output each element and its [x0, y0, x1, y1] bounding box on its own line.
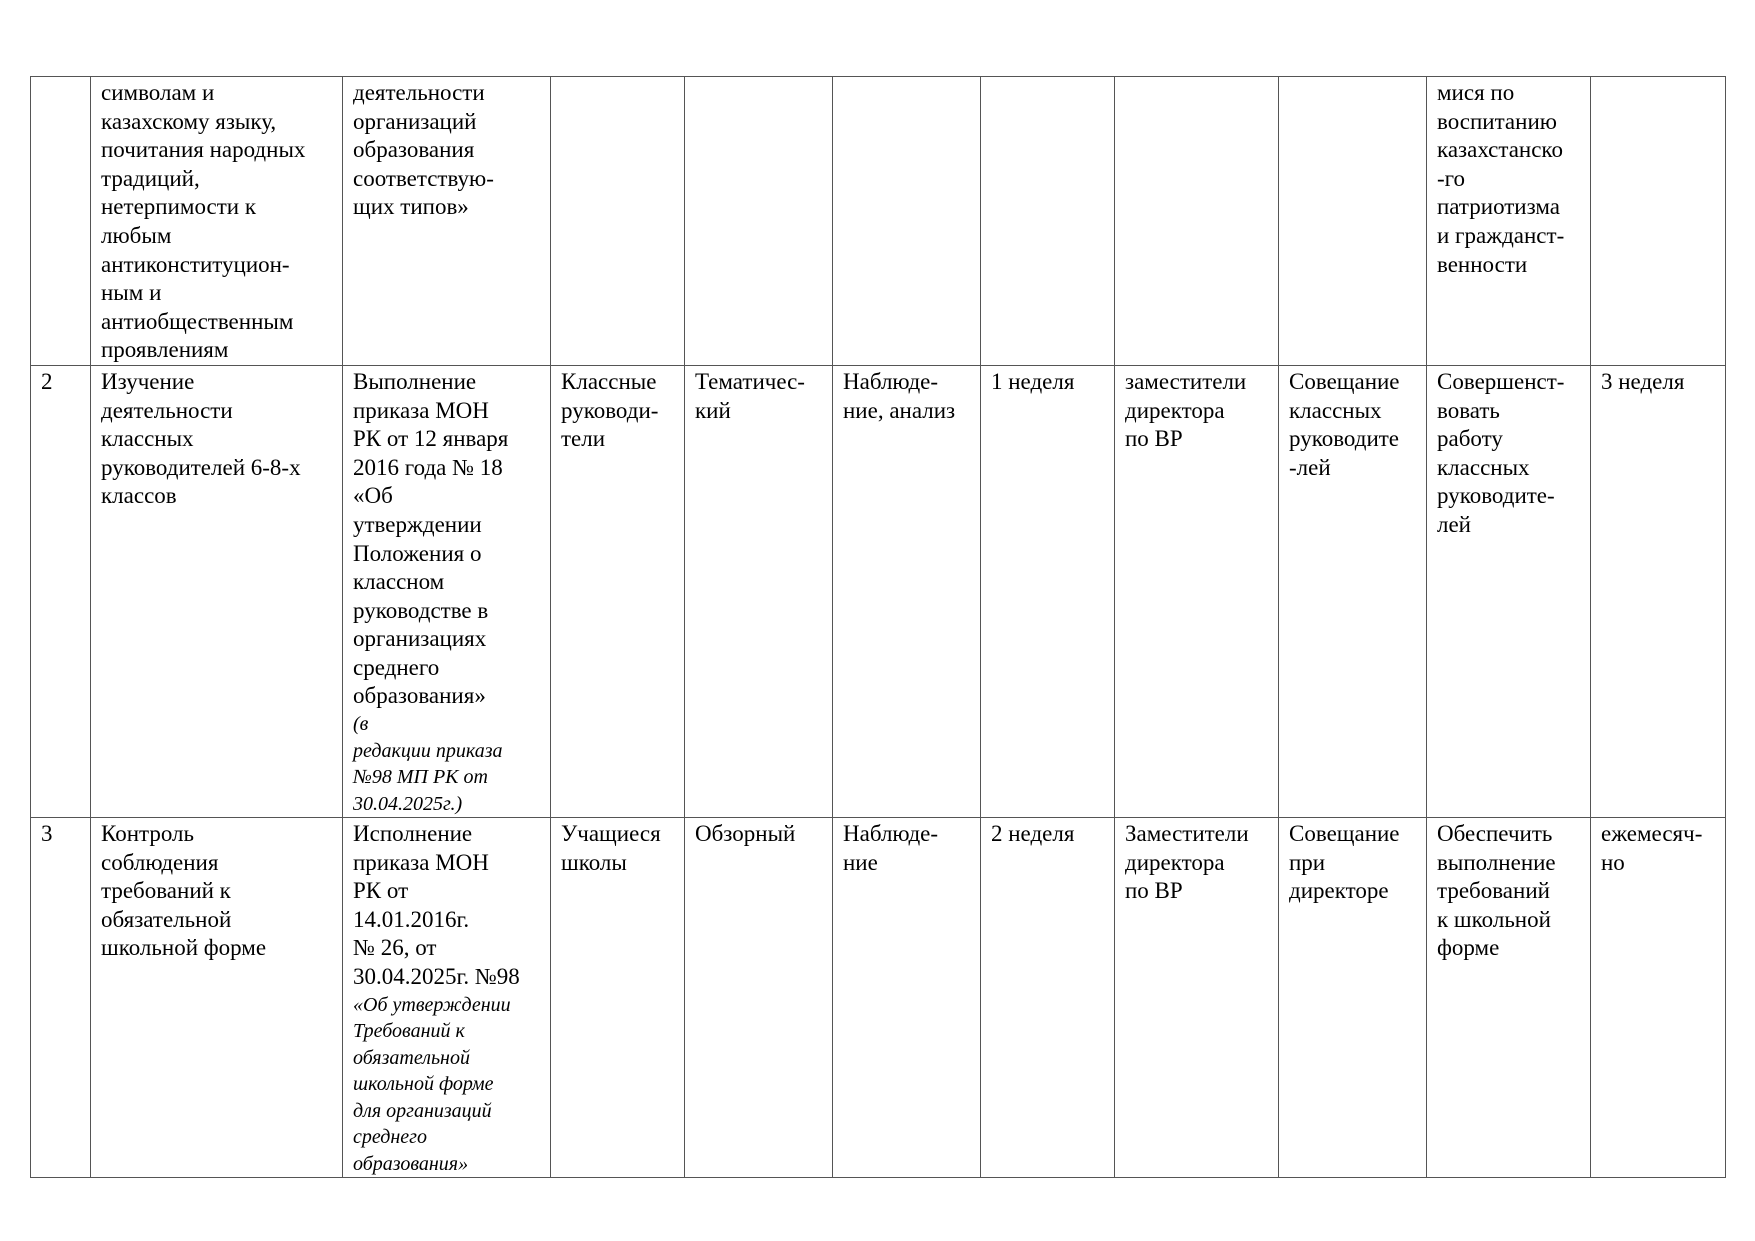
cell-control-type	[685, 818, 833, 1178]
cell-line: по ВР	[1125, 426, 1183, 452]
cell-line: Контроль	[101, 821, 194, 847]
cell-line: утверждении	[353, 511, 482, 537]
cell-line: классных	[1437, 454, 1530, 480]
cell-italic-line: обязательной	[353, 1046, 470, 1069]
cell-line: почитания народных	[101, 137, 306, 163]
cell-italic-line: Требований к	[353, 1020, 465, 1043]
plan-table	[30, 76, 1726, 1178]
cell-period	[981, 77, 1115, 366]
cell-line: Тематичес-	[695, 368, 805, 394]
cell-italic-line: №98 МП РК от	[353, 766, 488, 789]
table-row	[31, 818, 1726, 1178]
cell-line: тели	[561, 426, 606, 452]
cell-italic-line: «Об утверждении	[353, 993, 511, 1016]
cell-line: обязательной	[101, 906, 232, 932]
cell-method	[833, 365, 981, 817]
cell-decision	[1427, 77, 1591, 366]
cell-line: Изучение	[101, 368, 195, 394]
cell-line: руководите-	[1437, 483, 1555, 509]
cell-control-type	[685, 77, 833, 366]
cell-object	[551, 77, 685, 366]
cell-topic	[91, 818, 343, 1178]
cell-line: работу	[1437, 426, 1503, 452]
cell-line: -лей	[1289, 454, 1331, 480]
cell-line: деятельности	[101, 397, 233, 423]
cell-line: казахстанско	[1437, 137, 1563, 163]
cell-line: Совершенст-	[1437, 368, 1565, 394]
cell-line: школьной форме	[101, 935, 267, 961]
cell-line: требований	[1437, 878, 1550, 904]
table-row	[31, 77, 1726, 366]
cell-line: классных	[101, 426, 194, 452]
cell-line: нетерпимости к	[101, 194, 257, 220]
cell-line: при	[1289, 849, 1326, 875]
cell-line: деятельности	[353, 80, 485, 105]
cell-line: № 26, от	[353, 935, 437, 961]
cell-line: директора	[1125, 849, 1225, 875]
table-body	[31, 77, 1726, 1178]
cell-topic	[91, 77, 343, 366]
cell-decision	[1427, 818, 1591, 1178]
cell-number: 2	[31, 365, 91, 817]
cell-number	[31, 77, 91, 366]
cell-line: по ВР	[1125, 878, 1183, 904]
cell-line: ние, анализ	[843, 397, 956, 423]
cell-line: венности	[1437, 251, 1528, 277]
cell-italic-line: среднего	[353, 1126, 427, 1149]
cell-line: антиконституцион-	[101, 251, 290, 277]
cell-review-place	[1279, 818, 1427, 1178]
cell-line: организациях	[353, 626, 487, 652]
cell-line: Наблюде-	[843, 368, 939, 394]
cell-responsible	[1115, 77, 1279, 366]
cell-line: воспитанию	[1437, 108, 1557, 134]
cell-line: символам и	[101, 80, 215, 105]
cell-line: проявлениям	[101, 337, 229, 363]
table-row	[31, 365, 1726, 817]
cell-control-period	[1591, 365, 1726, 817]
cell-line: заместители	[1125, 368, 1247, 394]
cell-italic-line: школьной форме	[353, 1073, 494, 1096]
cell-line: к школьной	[1437, 906, 1551, 932]
cell-line: классных	[1289, 397, 1382, 423]
cell-line: соответствую-	[353, 165, 494, 191]
cell-control-period	[1591, 818, 1726, 1178]
cell-review-place	[1279, 365, 1427, 817]
cell-basis	[343, 818, 551, 1178]
cell-line: «Об	[353, 483, 393, 509]
cell-line: Обзорный	[695, 821, 796, 847]
cell-line: директора	[1125, 397, 1225, 423]
cell-line: щих типов»	[353, 194, 469, 220]
cell-italic-line: (в	[353, 713, 369, 736]
cell-line: антиобщественным	[101, 308, 294, 334]
cell-object	[551, 365, 685, 817]
cell-line: РК от	[353, 878, 409, 904]
cell-control-period	[1591, 77, 1726, 366]
cell-period	[981, 818, 1115, 1178]
cell-italic-line: редакции приказа	[353, 739, 503, 762]
cell-line: 14.01.2016г.	[353, 906, 470, 932]
cell-line: Учащиеся	[561, 821, 661, 847]
cell-line: выполнение	[1437, 849, 1556, 875]
cell-line: классов	[101, 483, 177, 509]
cell-method	[833, 818, 981, 1178]
cell-line: руководите	[1289, 426, 1400, 452]
cell-line: школы	[561, 849, 627, 875]
cell-line: Положения о	[353, 540, 482, 566]
cell-line: кий	[695, 397, 731, 423]
cell-decision	[1427, 365, 1591, 817]
cell-line: требований к	[101, 878, 231, 904]
cell-responsible	[1115, 818, 1279, 1178]
cell-line: Классные	[561, 368, 657, 394]
cell-line: вовать	[1437, 397, 1500, 423]
cell-line: приказа МОН	[353, 849, 489, 875]
cell-number: 3	[31, 818, 91, 1178]
cell-line: 1 неделя	[991, 368, 1075, 394]
cell-line: руководителей 6-8-х	[101, 454, 301, 480]
cell-review-place	[1279, 77, 1427, 366]
cell-line: Наблюде-	[843, 821, 939, 847]
cell-line: Исполнение	[353, 821, 473, 847]
cell-italic-line: 30.04.2025г.)	[353, 792, 463, 815]
cell-line: приказа МОН	[353, 397, 489, 423]
cell-line: -го	[1437, 165, 1466, 191]
cell-line: 30.04.2025г. №98	[353, 964, 520, 990]
cell-line: казахскому языку,	[101, 108, 277, 134]
cell-line: РК от 12 января	[353, 426, 509, 452]
cell-line: руководстве в	[353, 597, 489, 623]
cell-method	[833, 77, 981, 366]
cell-basis	[343, 365, 551, 817]
cell-line: классном	[353, 569, 445, 595]
cell-line: любым	[101, 222, 172, 248]
cell-line: 2016 года № 18	[353, 454, 503, 480]
cell-italic-line: образования»	[353, 1152, 469, 1175]
cell-line: Обеспечить	[1437, 821, 1553, 847]
cell-basis	[343, 77, 551, 366]
cell-responsible	[1115, 365, 1279, 817]
cell-line: образования»	[353, 683, 486, 709]
cell-line: традиций,	[101, 165, 200, 191]
cell-line: ным и	[101, 280, 162, 306]
cell-line: патриотизма	[1437, 194, 1560, 220]
cell-line: соблюдения	[101, 849, 219, 875]
cell-line: но	[1601, 849, 1625, 875]
cell-period	[981, 365, 1115, 817]
cell-object	[551, 818, 685, 1178]
cell-line: Совещание	[1289, 368, 1400, 394]
cell-line: среднего	[353, 654, 440, 680]
cell-line: Совещание	[1289, 821, 1400, 847]
cell-line: 2 неделя	[991, 821, 1075, 847]
cell-line: Заместители	[1125, 821, 1249, 847]
cell-control-type	[685, 365, 833, 817]
cell-line: ежемесяч-	[1601, 821, 1703, 847]
cell-line: Выполнение	[353, 368, 477, 394]
cell-line: и гражданст-	[1437, 222, 1565, 248]
cell-line: образования	[353, 137, 475, 163]
cell-line: лей	[1437, 511, 1471, 537]
cell-line: форме	[1437, 935, 1500, 961]
cell-italic-line: для организаций	[353, 1099, 492, 1122]
cell-line: директоре	[1289, 878, 1389, 904]
cell-topic	[91, 365, 343, 817]
cell-line: организаций	[353, 108, 477, 134]
cell-line: мися по	[1437, 80, 1515, 105]
cell-line: 3 неделя	[1601, 368, 1685, 394]
cell-line: ние	[843, 849, 878, 875]
cell-line: руководи-	[561, 397, 659, 423]
